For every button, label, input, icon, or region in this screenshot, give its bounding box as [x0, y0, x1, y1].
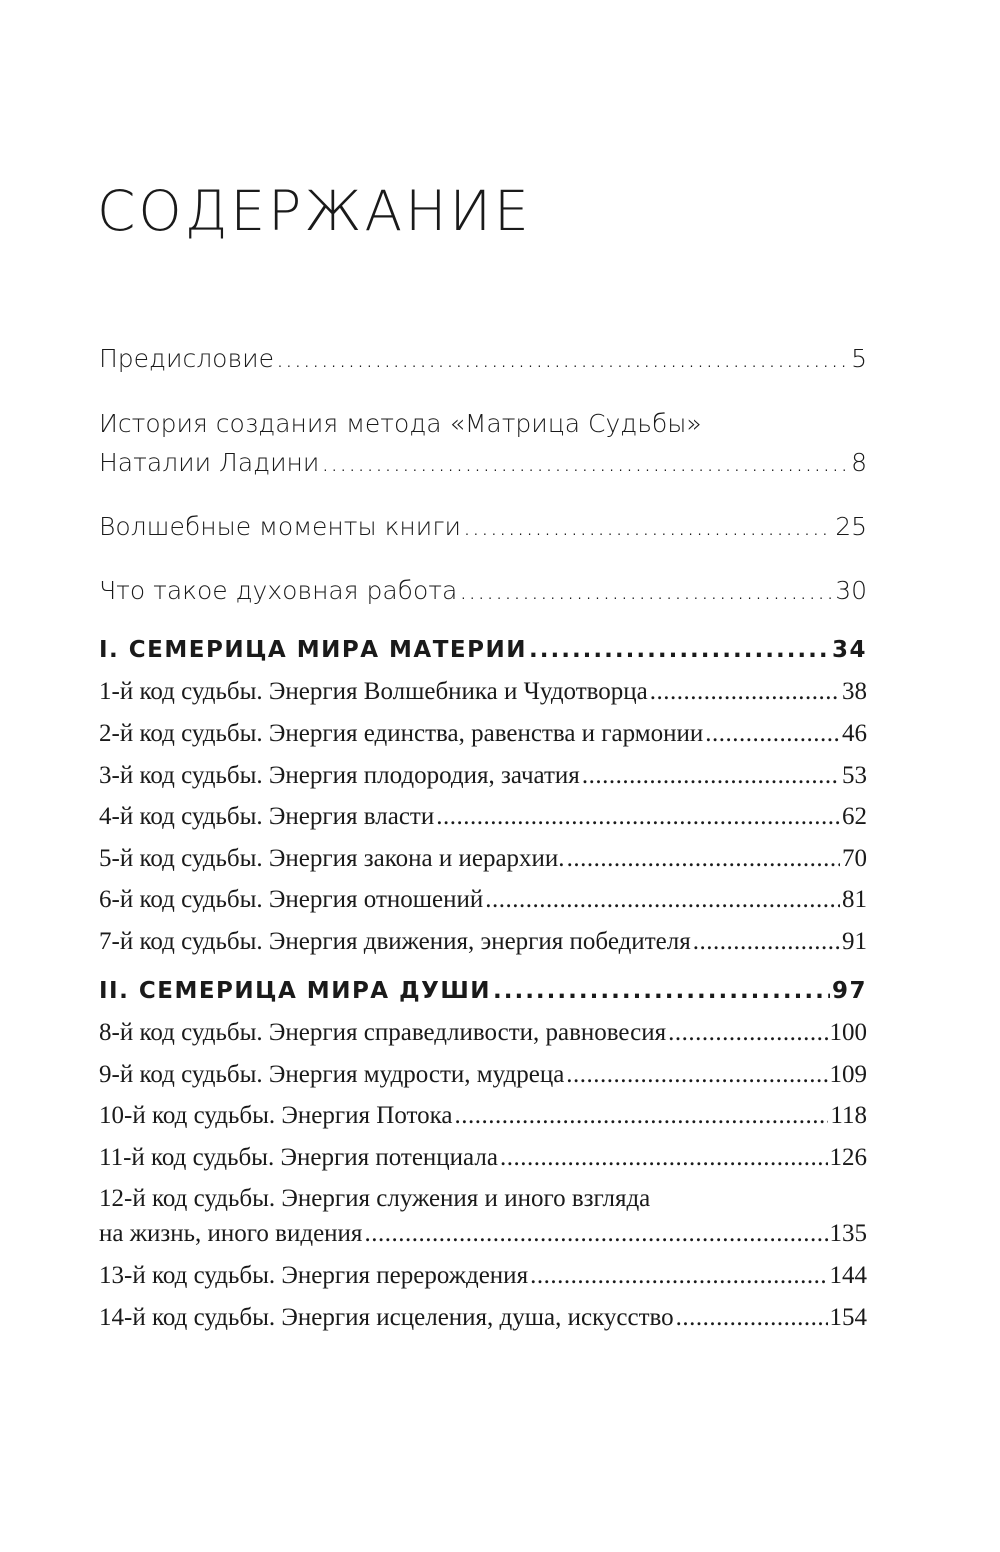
toc-item-label: на жизнь, иного видения: [99, 1220, 363, 1247]
toc-item-label: 1-й код судьбы. Энергия Волшебника и Чудотворца: [99, 678, 648, 705]
toc-item-page: 126: [829, 1144, 867, 1171]
dot-leader: [693, 926, 840, 958]
toc-item[interactable]: [99, 1260, 867, 1292]
toc-item[interactable]: [99, 1100, 867, 1132]
toc-item-label: 6-й код судьбы. Энергия отношений: [99, 886, 484, 913]
toc-item[interactable]: [99, 801, 867, 833]
dot-leader: [364, 1218, 827, 1250]
toc-entry-page: 25: [835, 512, 867, 541]
dot-leader: [493, 976, 830, 1006]
dot-leader: [463, 511, 833, 543]
toc-item[interactable]: [99, 1059, 867, 1091]
toc-item[interactable]: [99, 1017, 867, 1049]
toc-entry-label: Наталии Ладини: [99, 448, 320, 477]
toc-section-page: 97: [831, 978, 867, 1004]
dot-leader: [676, 1302, 828, 1334]
toc-entry-spiritual-work[interactable]: [99, 575, 867, 607]
toc-entry-preface[interactable]: [99, 343, 867, 375]
toc-item[interactable]: [99, 760, 867, 792]
toc-item-label: 13-й код судьбы. Энергия перерождения: [99, 1262, 529, 1289]
toc-item[interactable]: [99, 718, 867, 750]
dot-leader: [436, 801, 840, 833]
dot-leader: [529, 635, 830, 665]
dot-leader: [485, 884, 840, 916]
toc-item-page: 53: [842, 762, 867, 789]
toc-item[interactable]: [99, 843, 867, 875]
toc-entry-history[interactable]: [99, 447, 867, 479]
toc-item-page: 38: [842, 678, 867, 705]
toc-item-label: 3-й код судьбы. Энергия плодородия, зачатия: [99, 762, 580, 789]
toc-section-1[interactable]: [99, 635, 867, 665]
toc-item-page: 135: [829, 1220, 867, 1247]
toc-item-page: 91: [842, 928, 867, 955]
toc-item-label: 14-й код судьбы. Энергия исцеления, душа, искусство: [99, 1304, 674, 1331]
toc-item-page: 154: [829, 1304, 867, 1331]
toc-section-label: II. СЕМЕРИЦА МИРА ДУШИ: [99, 978, 491, 1004]
toc-section-2[interactable]: [99, 976, 867, 1006]
dot-leader: [459, 575, 833, 607]
dot-leader: [321, 447, 849, 479]
toc-item-page: 62: [842, 803, 867, 830]
dot-leader: [566, 1059, 827, 1091]
dot-leader: [454, 1100, 828, 1132]
toc-entry-label: Волшебные моменты книги: [99, 512, 461, 541]
toc-item-page: 70: [842, 845, 867, 872]
toc-item-label: 9-й код судьбы. Энергия мудрости, мудреца: [99, 1061, 565, 1088]
dot-leader: [500, 1142, 828, 1174]
dot-leader: [582, 760, 840, 792]
toc-item-label: 10-й код судьбы. Энергия Потока: [99, 1102, 453, 1129]
toc-item-label: 4-й код судьбы. Энергия власти: [99, 803, 435, 830]
toc-item-line1: 12-й код судьбы. Энергия служения и иного взгляда: [99, 1185, 651, 1212]
toc-item[interactable]: [99, 1302, 867, 1334]
toc-item[interactable]: [99, 1218, 867, 1250]
toc-item[interactable]: [99, 884, 867, 916]
toc-entry-page: 5: [851, 344, 867, 373]
toc-item[interactable]: [99, 676, 867, 708]
dot-leader: [650, 676, 840, 708]
toc-item-page: 118: [830, 1102, 867, 1129]
toc-section-page: 34: [831, 637, 867, 663]
toc-item-label: 11-й код судьбы. Энергия потенциала: [99, 1144, 498, 1171]
toc-item-page: 109: [829, 1061, 867, 1088]
toc-item-page: 100: [829, 1019, 867, 1046]
toc-item-page: 46: [842, 720, 867, 747]
toc-item-label: 8-й код судьбы. Энергия справедливости, равновесия: [99, 1019, 667, 1046]
dot-leader: [567, 843, 840, 875]
toc-item-page: 144: [829, 1262, 867, 1289]
page-title: СОДЕРЖАНИЕ: [97, 179, 532, 243]
toc-entry-magic-moments[interactable]: [99, 511, 867, 543]
toc-section-label: I. СЕМЕРИЦА МИРА МАТЕРИИ: [99, 637, 527, 663]
toc-item[interactable]: [99, 1142, 867, 1174]
toc-item[interactable]: [99, 926, 867, 958]
dot-leader: [530, 1260, 827, 1292]
dot-leader: [276, 343, 849, 375]
toc-entry-history-line1: История создания метода «Матрица Судьбы»: [99, 409, 702, 438]
toc-item-label: 7-й код судьбы. Энергия движения, энергия победителя: [99, 928, 691, 955]
toc-entry-label: Что такое духовная работа: [99, 576, 458, 605]
dot-leader: [705, 718, 840, 750]
toc-entry-label: Предисловие: [99, 344, 274, 373]
toc-entry-page: 8: [851, 448, 867, 477]
toc-entry-page: 30: [835, 576, 867, 605]
toc-item-page: 81: [842, 886, 867, 913]
toc-item-label: 5-й код судьбы. Энергия закона и иерархии.: [99, 845, 565, 872]
toc-item-label: 2-й код судьбы. Энергия единства, равенства и гармонии: [99, 720, 704, 747]
dot-leader: [668, 1017, 827, 1049]
